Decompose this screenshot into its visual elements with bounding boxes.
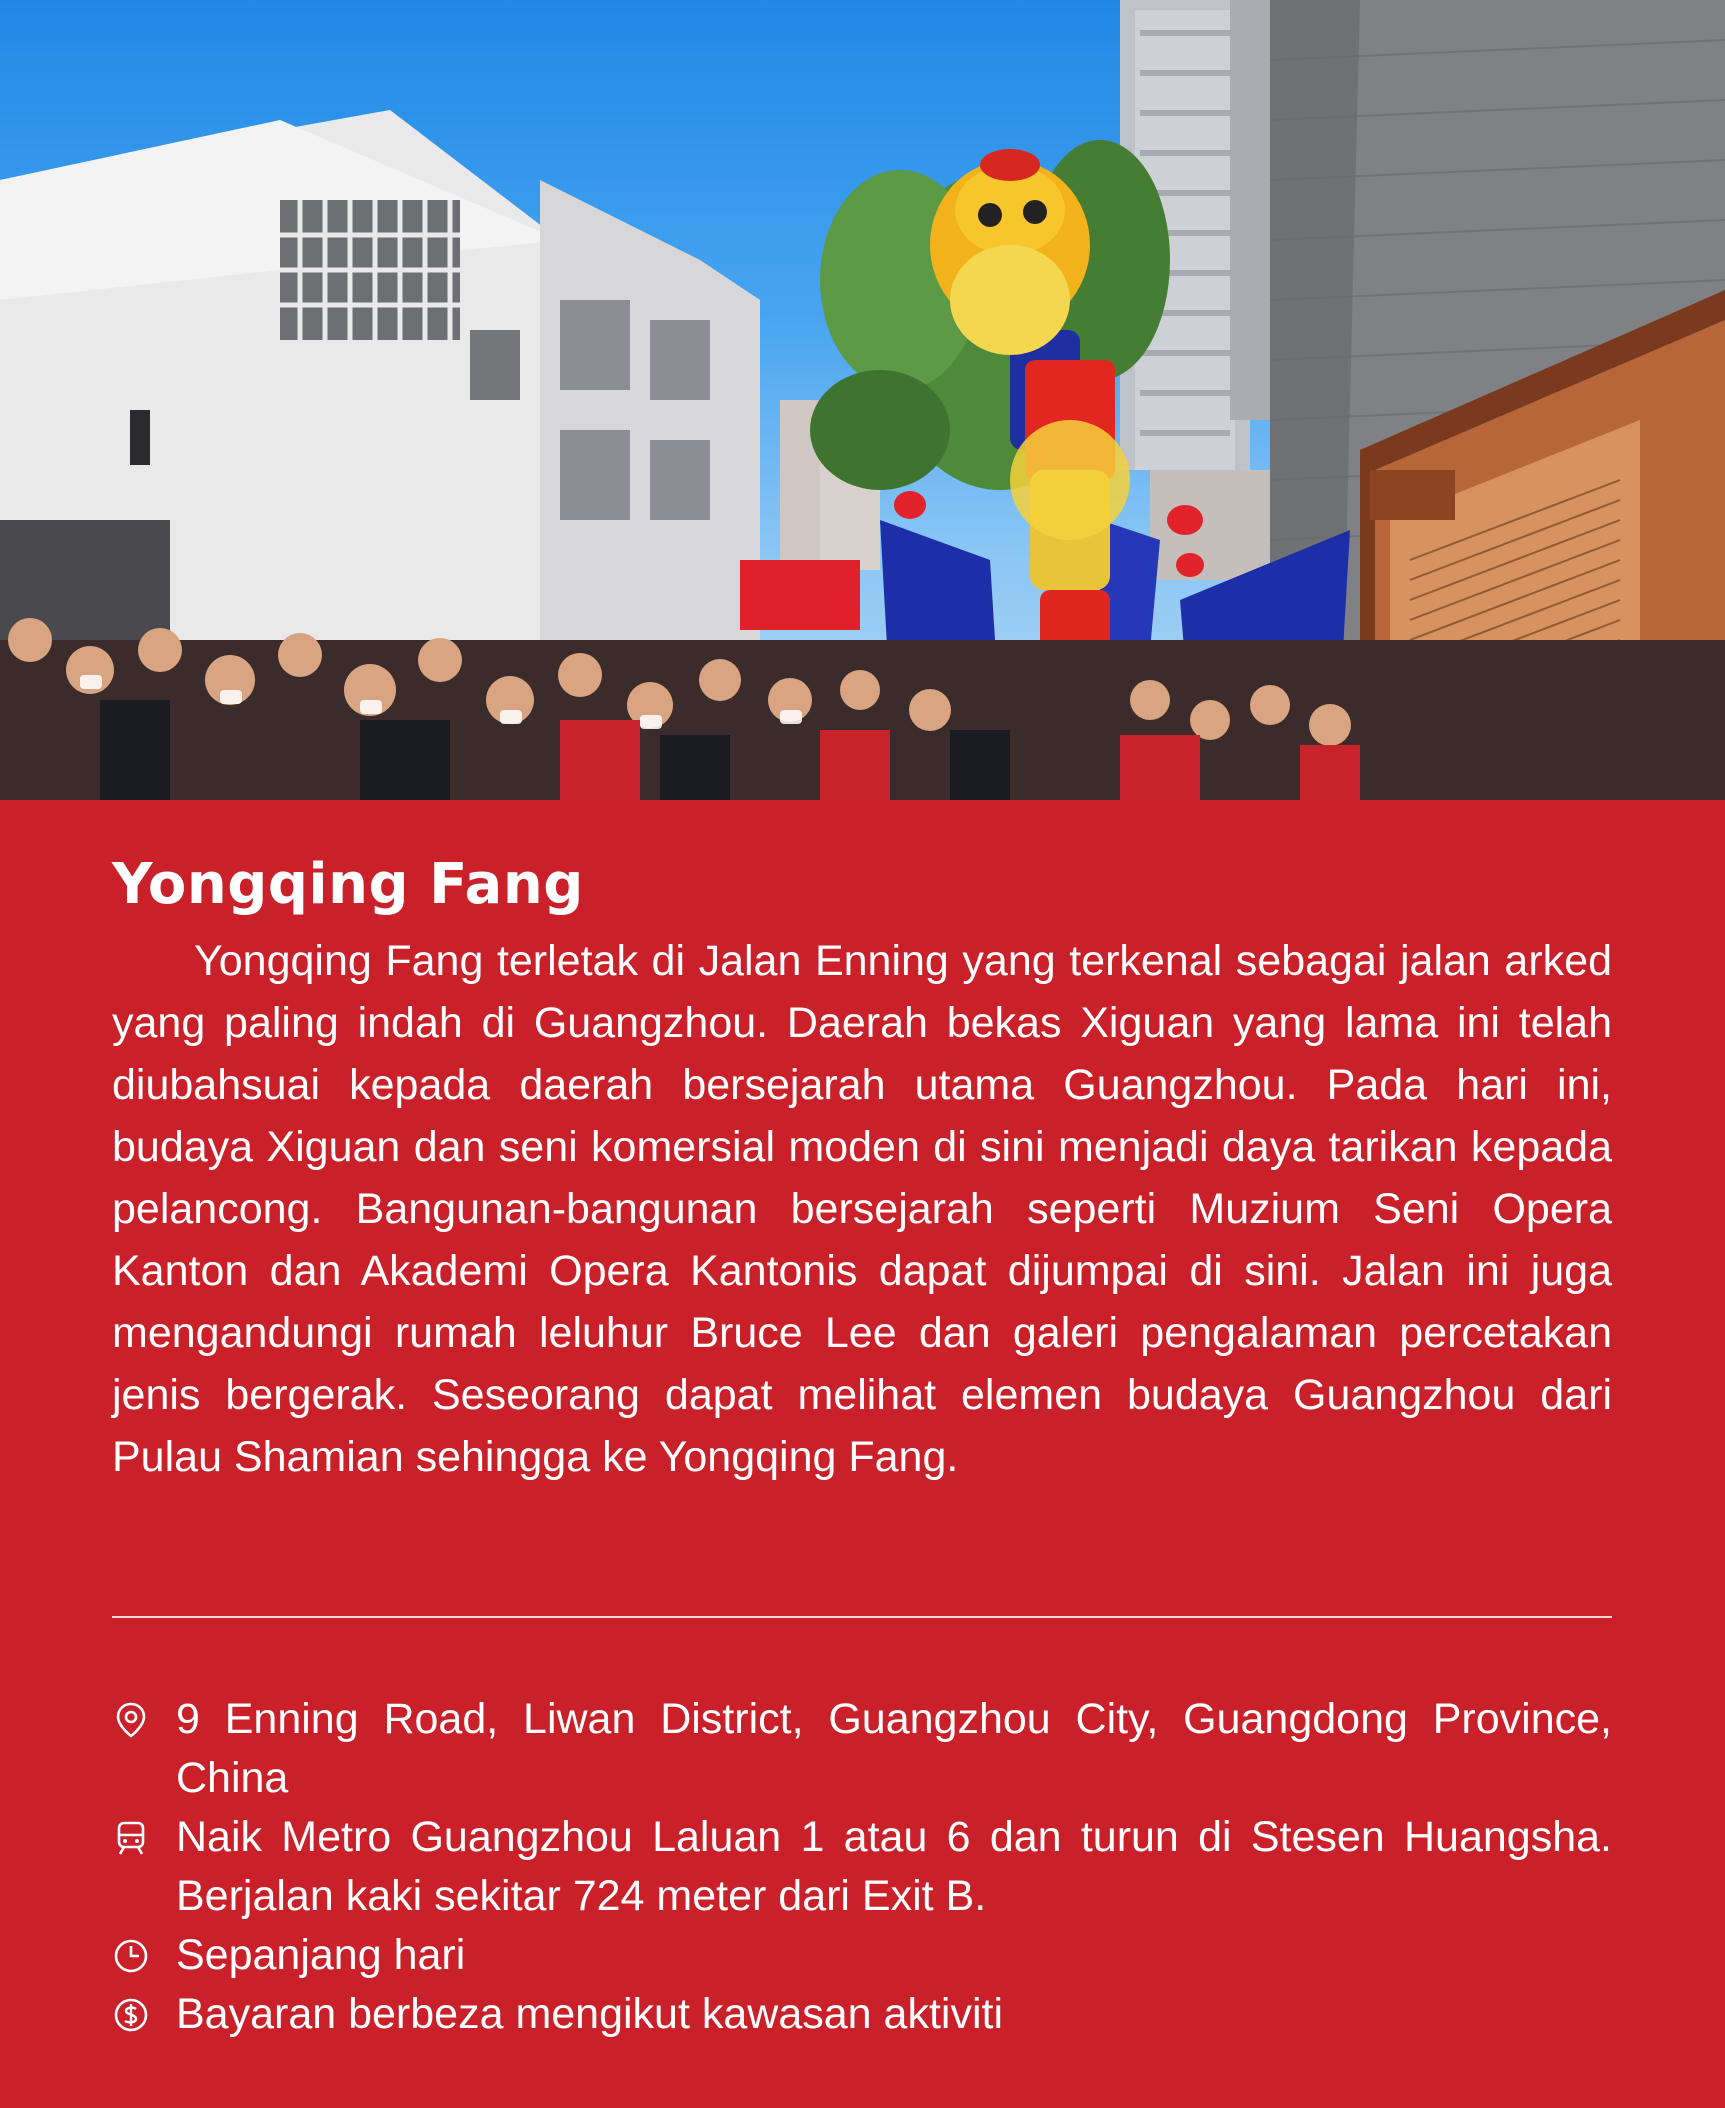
- clock-icon: [112, 1937, 150, 1975]
- fee-text: Bayaran berbeza mengikut kawasan aktiviti: [176, 1990, 1003, 2038]
- hours-text: Sepanjang hari: [176, 1931, 466, 1979]
- section-divider: [112, 1616, 1612, 1618]
- dollar-icon: [112, 1996, 150, 2034]
- crowd: [0, 618, 1725, 800]
- address-text: 9 Enning Road, Liwan District, Guangzhou City, Guangdong Province, China: [176, 1695, 1612, 1802]
- train-icon: [112, 1819, 150, 1857]
- info-transport: [112, 1808, 1612, 1926]
- article-title: Yongqing Fang: [112, 852, 584, 917]
- transport-text: Naik Metro Guangzhou Laluan 1 atau 6 dan turun di Stesen Huangsha. Berjalan kaki sekitar 724 meter dari Exit B.: [176, 1813, 1612, 1920]
- street-scene-illustration: [0, 0, 1725, 800]
- location-pin-icon: [112, 1701, 150, 1739]
- info-address: [112, 1690, 1612, 1808]
- info-hours: [112, 1926, 1612, 1985]
- info-fee: [112, 1985, 1612, 2044]
- article-body: Yongqing Fang terletak di Jalan Enning yang terkenal sebagai jalan arked yang paling indah di Guangzhou. Daerah bekas Xiguan yang lama ini telah diubahsuai kepada daerah bersejarah utama Guangzhou. Pada hari ini, budaya Xiguan dan seni komersial moden di sini menjadi daya tarikan kepada pelancong. Bangunan-bangunan bersejarah seperti Muzium Seni Opera Kanton dan Akademi Opera Kantonis dapat dijumpai di sini. Jalan ini juga mengandungi rumah leluhur Bruce Lee dan galeri pengalaman percetakan jenis bergerak. Seseorang dapat melihat elemen budaya Guangzhou dari Pulau Shamian sehingga ke Yongqing Fang.: [112, 937, 1612, 1481]
- left-building: [0, 110, 560, 640]
- info-list: [112, 1690, 1612, 2044]
- hero-photo: [0, 0, 1725, 800]
